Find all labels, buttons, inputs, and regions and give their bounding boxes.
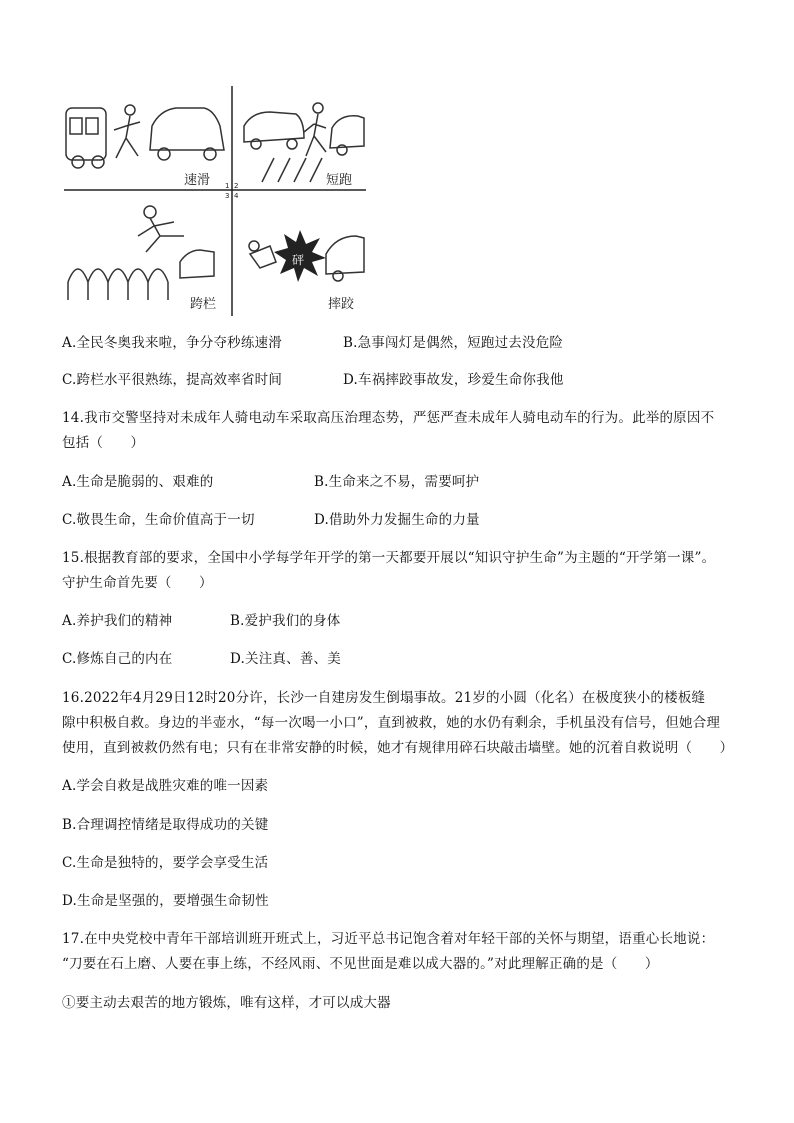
q13-option-a: A.全民冬奥我来啦，争分夺秒练速滑: [62, 335, 282, 351]
runner-head: [313, 103, 323, 113]
q16-stem-line-1: 16.2022年4月29日12时20分许，长沙一自建房发生倒塌事故。21岁的小圆（化名）在极度狭小的楼板缝: [62, 690, 706, 706]
panel-number-2: 2: [234, 182, 239, 190]
crash-car-shape: [326, 236, 364, 274]
fence-arches: [68, 269, 168, 282]
q14-option-b: B.生命来之不易，需要呵护: [314, 474, 480, 490]
crash-text: 砰: [292, 253, 305, 267]
q17-stem-line-2: “刀要在石上磨、人要在事上练，不经风雨、不见世面是难以成大器的。”对此理解正确的是（ ）: [62, 956, 659, 972]
q16-option-a: A.学会自救是战胜灾难的唯一因素: [62, 778, 269, 794]
q16-stem-line-3: 使用，直到被救仍然有电；只有在非常安静的时候，她才有规律用碎石块敲击墙壁。她的沉着自救说明（ ）: [62, 740, 734, 756]
traffic-safety-cartoon: [64, 86, 366, 316]
q15-option-d: D.关注真、善、美: [230, 651, 341, 667]
q13-option-c: C.跨栏水平很熟练，提高效率省时间: [62, 372, 283, 388]
q15-option-a: A.养护我们的精神: [62, 613, 173, 629]
q14-option-c: C.敬畏生命，生命价值高于一切: [62, 512, 255, 528]
panel-4-label: 摔跤: [328, 297, 355, 312]
q17-item-1: ①要主动去艰苦的地方锻炼，唯有这样，才可以成大器: [62, 995, 391, 1011]
crosswalk-stripes: [262, 158, 322, 182]
q14-option-d: D.借助外力发掘生命的力量: [314, 512, 480, 528]
q14-option-a: A.生命是脆弱的、艰难的: [62, 474, 214, 490]
skater-head: [125, 105, 135, 115]
q15-stem-line-2: 守护生命首先要（ ）: [62, 575, 213, 591]
panel-3-label: 跨栏: [190, 297, 217, 312]
car-shape: [150, 108, 224, 150]
car-right-shape: [330, 116, 364, 148]
q16-stem-line-2: 隙中积极自救。身边的半壶水，“每一次喝一小口”，直到被救，她的水仍有剩余，手机虽没有信号，但她合理: [62, 715, 721, 731]
hurdler-head: [144, 206, 156, 218]
bus-window: [70, 118, 82, 134]
car-left-shape: [244, 112, 304, 142]
q14-stem-line-2: 包括（ ）: [62, 435, 145, 451]
car-shape-3: [180, 250, 214, 278]
q15-option-c: C.修炼自己的内在: [62, 651, 173, 667]
panel-3-illustration: [68, 206, 214, 300]
q13-option-d: D.车祸摔跤事故发，珍爱生命你我他: [343, 372, 564, 388]
q16-option-b: B.合理调控情绪是取得成功的关键: [62, 817, 269, 833]
panel-number-4: 4: [234, 192, 239, 200]
q15-stem-line-1: 15.根据教育部的要求，全国中小学每学年开学的第一天都要开展以“知识守护生命”为主题的“开学第一课”。: [62, 550, 716, 566]
q16-option-d: D.生命是坚强的，要增强生命韧性: [62, 893, 269, 909]
panel-2-illustration: [244, 103, 364, 182]
panel-number-3: 3: [225, 192, 230, 200]
q14-stem-line-1: 14.我市交警坚持对未成年人骑电动车采取高压治理态势，严惩严查未成年人骑电动车的行为。此举的原因不: [62, 410, 715, 426]
q15-option-b: B.爱护我们的身体: [230, 613, 341, 629]
panel-1-label: 速滑: [184, 173, 211, 188]
panel-number-1: 1: [225, 182, 230, 190]
q16-option-c: C.生命是独特的，要学会享受生活: [62, 855, 269, 871]
panel-2-label: 短跑: [326, 173, 353, 188]
q17-stem-line-1: 17.在中央党校中青年干部培训班开班式上，习近平总书记饱含着对年轻干部的关怀与期望，语重心长地说：: [62, 931, 715, 947]
q13-option-b: B.急事闯灯是偶然，短跑过去没危险: [343, 335, 564, 351]
panel-1-illustration: [66, 105, 224, 168]
fallen-person: [250, 246, 276, 268]
